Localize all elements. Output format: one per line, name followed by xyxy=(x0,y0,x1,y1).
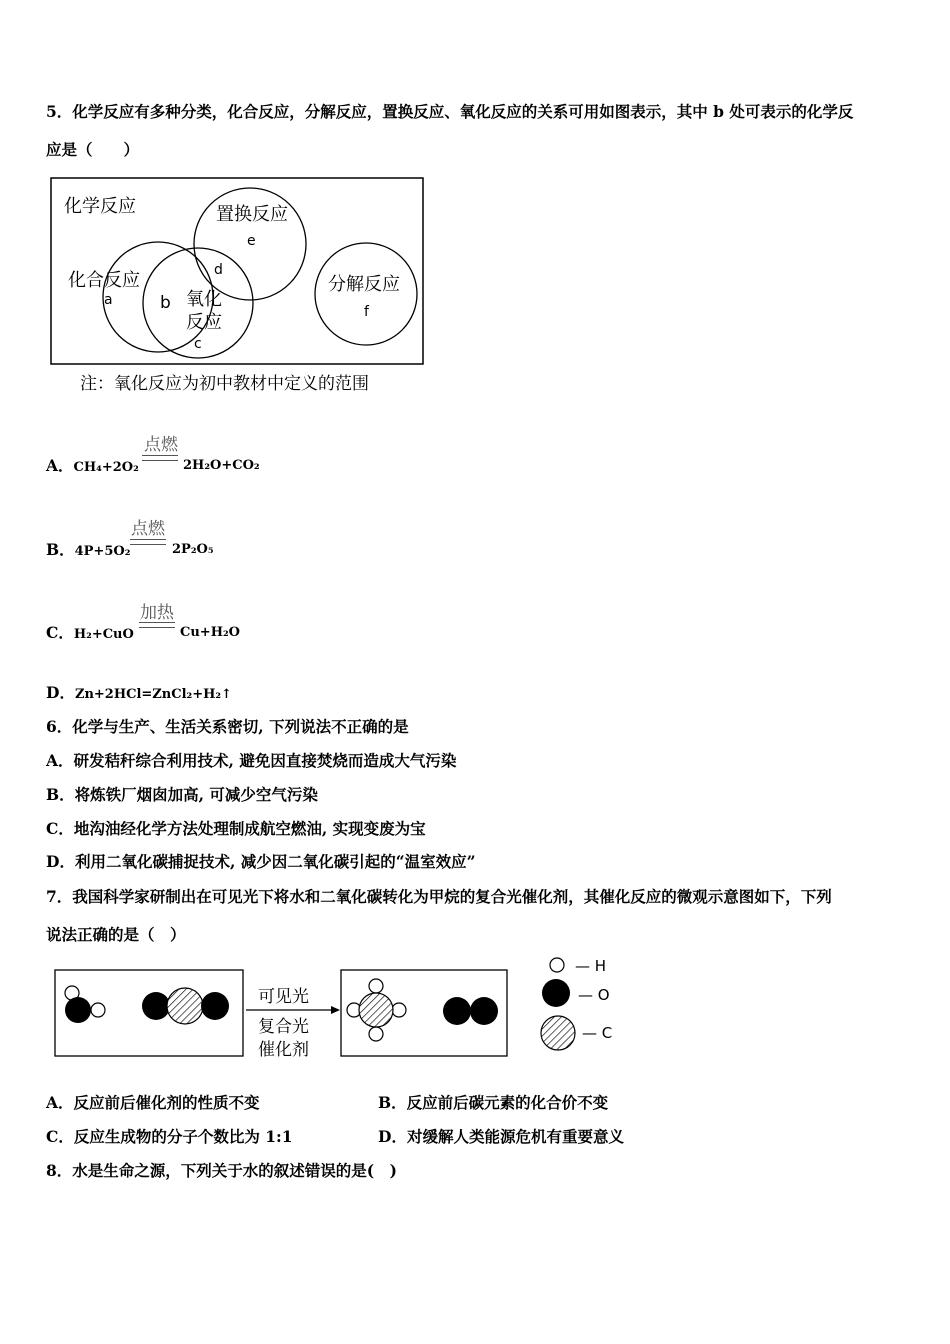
legend-o-atom xyxy=(542,979,570,1007)
outer-label: 化学反应 xyxy=(64,196,136,217)
q7-option-c[interactable]: C．反应生成物的分子个数比为 1:1 xyxy=(46,1127,293,1146)
q7-stem-line1: 7．我国科学家研制出在可见光下将水和二氧化碳转化为甲烷的复合光催化剂，其催化反应的微观示意图如下，下列 xyxy=(46,887,832,906)
h-atom xyxy=(91,1003,105,1017)
q5-option-c[interactable] xyxy=(46,623,134,645)
arrow-top-label: 可见光 xyxy=(258,987,309,1007)
o-atom xyxy=(443,997,471,1025)
diagram-note: 注：氧化反应为初中教材中定义的范围 xyxy=(80,374,369,394)
label-e: e xyxy=(247,233,256,249)
q6-option-c[interactable]: C．地沟油经化学方法处理制成航空燃油, 实现变废为宝 xyxy=(46,819,426,838)
arrow-head xyxy=(331,1006,340,1014)
q6-option-d[interactable]: D．利用二氧化碳捕捉技术, 减少因二氧化碳引起的“温室效应” xyxy=(46,852,476,871)
o-atom xyxy=(142,992,170,1020)
legend-h-label: — H xyxy=(575,957,607,975)
arrow-bottom-label-1: 复合光 xyxy=(258,1017,309,1037)
option-d-text: Zn+2HCl=ZnCl₂+H₂↑ xyxy=(74,687,232,702)
catalysis-micro-diagram xyxy=(50,955,620,1065)
legend-o-label: — O xyxy=(578,986,610,1004)
option-c-equals-bar xyxy=(139,622,175,628)
option-b-left: 4P+5O₂ xyxy=(74,544,131,559)
c-atom xyxy=(359,993,393,1027)
option-c-right: Cu+H₂O xyxy=(180,625,240,640)
h-atom xyxy=(369,979,383,993)
decomposition-label: 分解反应 xyxy=(328,274,400,295)
q7-option-b[interactable]: B．反应前后碳元素的化合价不变 xyxy=(378,1093,609,1112)
o-atom xyxy=(470,997,498,1025)
q5-stem-line1: 5．化学反应有多种分类，化合反应，分解反应，置换反应、氧化反应的关系可用如图表示，其中 b 处可表示的化学反 xyxy=(46,102,854,121)
option-d-prefix: D． xyxy=(46,683,75,702)
label-c: c xyxy=(194,336,202,352)
option-c-left: H₂+CuO xyxy=(73,627,134,642)
option-b-condition: 点燃 xyxy=(131,519,165,539)
legend-c-label: — C xyxy=(582,1024,613,1042)
label-d: d xyxy=(214,262,223,278)
o-atom xyxy=(65,997,91,1023)
q6-option-b[interactable]: B．将炼铁厂烟囱加高, 可减少空气污染 xyxy=(46,785,318,804)
label-f: f xyxy=(364,304,369,320)
q6-option-a[interactable]: A．研发秸秆综合利用技术, 避免因直接焚烧而造成大气污染 xyxy=(46,751,457,770)
option-c-prefix: C． xyxy=(46,623,74,642)
combination-label: 化合反应 xyxy=(68,270,140,291)
legend-h-atom xyxy=(550,958,564,972)
arrow-bottom-label-2: 催化剂 xyxy=(258,1040,309,1060)
option-a-equals-bar xyxy=(142,455,178,461)
q6-stem: 6．化学与生产、生活关系密切, 下列说法不正确的是 xyxy=(46,717,409,736)
reaction-classification-diagram xyxy=(50,177,428,399)
option-a-left: CH₄+2O₂ xyxy=(73,460,139,475)
oxidation-label-2: 反应 xyxy=(186,312,222,333)
option-b-prefix: B． xyxy=(46,540,75,559)
h-atom xyxy=(369,1027,383,1041)
label-a: a xyxy=(104,292,113,308)
option-a-prefix: A． xyxy=(46,456,74,475)
q5-option-a[interactable] xyxy=(46,456,139,478)
q5-option-d[interactable] xyxy=(46,683,232,705)
label-b: b xyxy=(160,293,171,313)
q7-option-d[interactable]: D．对缓解人类能源危机有重要意义 xyxy=(378,1127,624,1146)
q8-stem: 8．水是生命之源，下列关于水的叙述错误的是( ) xyxy=(46,1161,397,1180)
option-b-right: 2P₂O₅ xyxy=(172,542,214,557)
option-a-right: 2H₂O+CO₂ xyxy=(183,458,260,473)
q5-stem-line2: 应是（ ） xyxy=(46,140,140,159)
oxidation-label-1: 氧化 xyxy=(186,289,222,310)
displacement-label: 置换反应 xyxy=(216,204,288,225)
option-a-condition: 点燃 xyxy=(144,435,178,455)
q7-stem-line2: 说法正确的是（ ） xyxy=(46,925,186,944)
option-b-equals-bar xyxy=(130,539,166,545)
q7-option-a[interactable]: A．反应前后催化剂的性质不变 xyxy=(46,1093,260,1112)
q5-option-b[interactable] xyxy=(46,540,130,562)
legend-c-atom xyxy=(541,1016,575,1050)
o-atom xyxy=(201,992,229,1020)
c-atom xyxy=(167,988,203,1024)
option-c-condition: 加热 xyxy=(140,603,174,623)
h-atom xyxy=(392,1003,406,1017)
